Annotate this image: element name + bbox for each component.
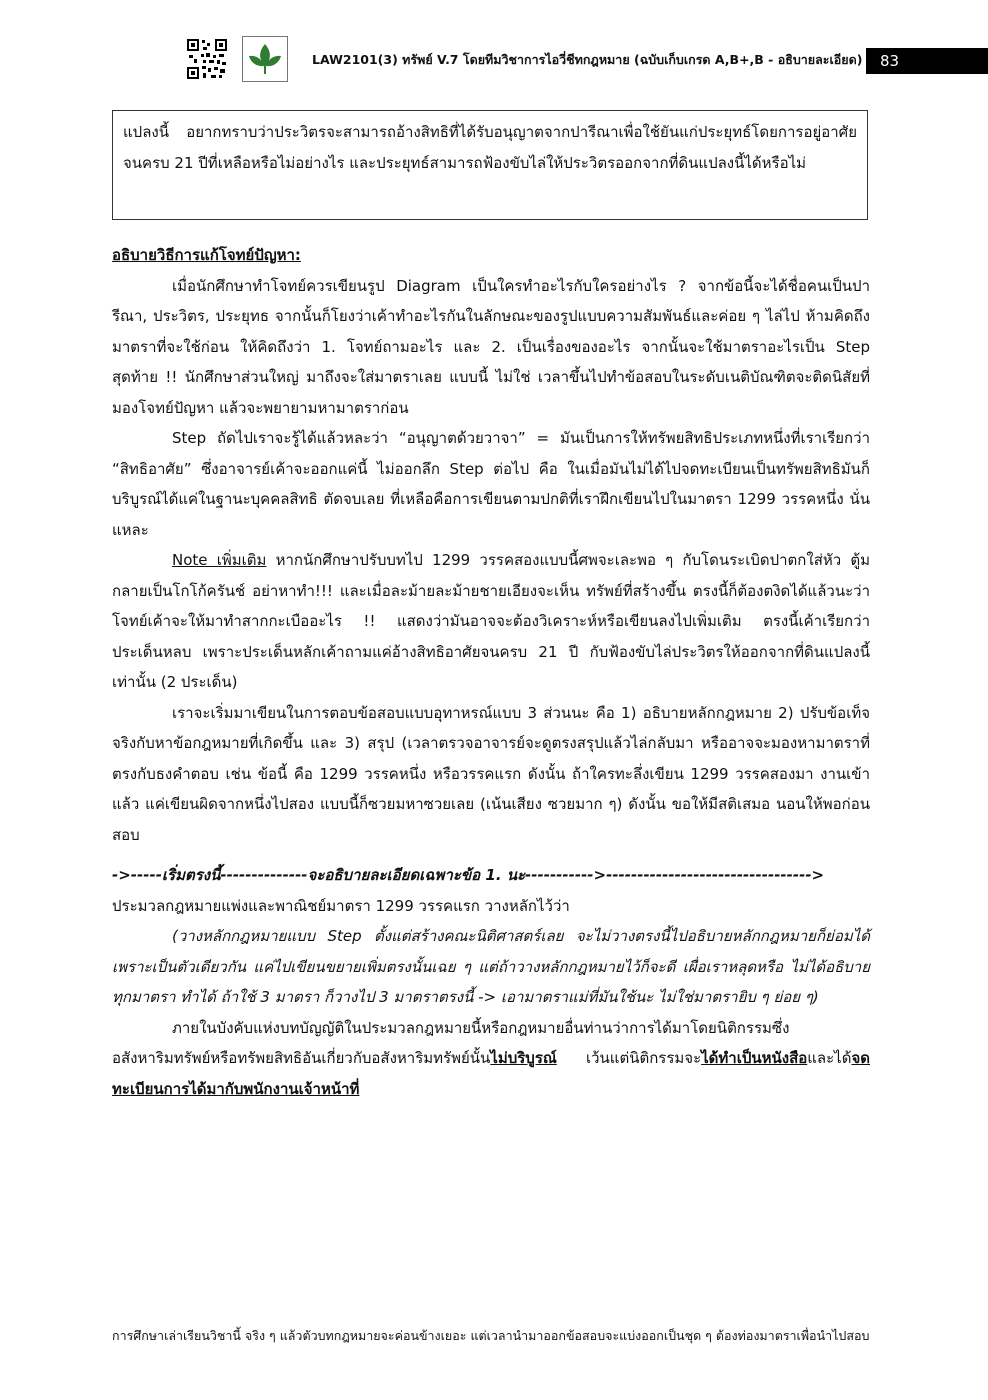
note-text: หากนักศึกษาปรับบทไป 1299 วรรคสองแบบนี้ศพจะเละพอ ๆ กับโดนระเบิดปาตกใส่หัว ตู้ม กลายเป็นโกโก้ครันช์ อย่าหาทำ!!! และเมื่อละม้ายละม้ายชายเอียงจะเห็น ทรัพย์ที่สร้างขึ้น ตรงนี้ก็ต้องตงิดได้แล้วนะว่าโจทย์เค้าจะให้มาทำสากกะเบืออะไร !! แสดงว่ามันอาจจะต้องวิเคราะห์หรือเขียนลงไปเพิ่มเติม ตรงนี้เค้าเรียกว่าประเด็นหลบ เพราะประเด็นหลักเค้าถามแค่อ้างสิทธิอาศัยจนครบ 21 ปี กับฟ้องขับไล่ประวิตรให้ออกจากที่ดินแปลงนี้เท่านั้น (2 ประเด็น) xyxy=(112,551,871,691)
page-footer: การศึกษาเล่าเรียนวิชานี้ จริง ๆ แล้วตัวบทกฎหมายจะค่อนข้างเยอะ แต่เวลานำมาออกข้อสอบจะแบ่งออกเป็นชุด ๆ ต้องท่องมาตราเพื่อนำไปสอบ xyxy=(112,1328,870,1343)
note-label: Note เพิ่มเติม xyxy=(172,551,267,569)
paragraph-2: Step ถัดไปเราจะรู้ได้แล้วหละว่า “อนุญาตด้วยวาจา” = มันเป็นการให้ทรัพยสิทธิประเภทหนึ่งที่เราเรียกว่า “สิทธิอาศัย” ซึ่งอาจารย์เค้าจะออกแค่นี้ ไม่ออกลึก Step ต่อไป คือ ในเมื่อมันไม่ได้ไปจดทะเบียนเป็นทรัพยสิทธิมันก็บริบูรณ์ได้แค่ในฐานะบุคคลสิทธิ ตัดจบเลย ที่เหลือคือการเขียนตามปกติที่เราฝึกเขียนไปในมาตรา 1299 วรรคหนึ่ง นั่นแหละ xyxy=(112,429,870,539)
paragraph-5: ประมวลกฎหมายแพ่งและพาณิชย์มาตรา 1299 วรรคแรก วางหลักไว้ว่า xyxy=(112,896,570,915)
section-heading: อธิบายวิธีการแก้โจทย์ปัญหา: xyxy=(112,246,301,264)
law-text-a: ภายในบังคับแห่งบทบัญญัติในประมวลกฎหมายนี้หรือกฎหมายอื่นท่านว่าการได้มาโดยนิติกรรมซึ่งอสังหาริมทรัพย์หรือทรัพยสิทธิอันเกี่ยวกับอสังหาริมทรัพย์นั้น xyxy=(112,1018,790,1067)
section-divider: ->-----เริ่มตรงนี้--------------จะอธิบายละเอียดเฉพาะข้อ 1. นะ----------->---------------------------------> xyxy=(112,866,825,884)
qr-code-icon xyxy=(186,38,228,80)
question-box: แปลงนี้ อยากทราบว่าประวิตรจะสามารถอ้างสิทธิที่ได้รับอนุญาตจากปารีณาเพื่อใช้ยันแก่ประยุทธ์โดยการอยู่อาศัยจนครบ 21 ปีที่เหลือหรือไม่อย่างไร และประยุทธ์สามารถฟ้องขับไล่ให้ประวิตรออกจากที่ดินแปลงนี้ได้หรือไม่ xyxy=(112,110,868,220)
law-text-c: เว้นแต่นิติกรรมจะ xyxy=(556,1049,702,1067)
page-header xyxy=(0,30,988,90)
law-text-b: ไม่บริบูรณ์ xyxy=(490,1049,557,1067)
paragraph-1: เมื่อนักศึกษาทำโจทย์ควรเขียนรูป Diagram เป็นใครทำอะไรกับใครอย่างไร ? จากข้อนี้จะได้ชื่อคนเป็นปารีณา, ประวิตร, ประยุทธ จากนั้นก็โยงว่าเค้าทำอะไรกันในลักษณะของรูปแบบความสัมพันธ์และค่อย ๆ ไล่ไป ห้ามคิดถึงมาตราที่จะใช้ก่อน ให้คิดถึงว่า 1. โจทย์ถามอะไร และ 2. เป็นเรื่องของอะไร จากนั้นจะใช้มาตราอะไรเป็น Step สุดท้าย !! นักศึกษาส่วนใหญ่ มาถึงจะใส่มาตราเลย แบบนี้ ไม่ใช่ เวลาขึ้นไปทำข้อสอบในระดับเนติบัณฑิตจะติดนิสัยที่มองโจทย์ปัญหา แล้วจะพยายามหามาตราก่อน xyxy=(112,276,870,417)
paragraph-3 xyxy=(112,545,870,698)
paragraph-6: (วางหลักกฎหมายแบบ Step ตั้งแต่สร้างคณะนิติศาสตร์เลย จะไม่วางตรงนี้ไปอธิบายหลักกฎหมายก็ย่อมได้ เพราะเป็นตัวเดียวกัน แค่ไปเขียนขยายเพิ่มตรงนั้นเฉย ๆ แต่ถ้าวางหลักกฎหมายไว้ก็จะดี เผื่อเราหลุดหรือ ไม่ได้อธิบายทุกมาตรา ทำได้ ถ้าใช้ 3 มาตรา ก็วางไป 3 มาตราตรงนี้ -> เอามาตราแม่ที่มันใช้นะ ไม่ใช่มาตรายิบ ๆ ย่อย ๆ) xyxy=(112,927,870,1006)
header-title: LAW2101(3) ทรัพย์ V.7 โดยทีมวิชาการไอวี่ชีทกฎหมาย (ฉบับเก็บเกรด A,B+,B - อธิบายละเอียด) xyxy=(312,52,863,67)
law-text-e: และได้ xyxy=(807,1049,852,1067)
page-number-badge: 83 xyxy=(866,48,988,74)
content-body xyxy=(112,240,870,1104)
paragraph-7 xyxy=(112,1013,870,1105)
paragraph-4: เราจะเริ่มมาเขียนในการตอบข้อสอบแบบอุทาหรณ์แบบ 3 ส่วนนะ คือ 1) อธิบายหลักกฎหมาย 2) ปรับข้อเท็จจริงกับหาข้อกฎหมายที่เกิดขึ้น และ 3) สรุป (เวลาตรวจอาจารย์จะดูตรงสรุปแล้วไล่กลับมา หรืออาจจะมองหามาตราที่ตรงกับธงคำตอบ เช่น ข้อนี้ คือ 1299 วรรคหนึ่ง หรือวรรคแรก ดังนั้น ถ้าใครทะลึ่งเขียน 1299 วรรคสองมา งานเข้าแล้ว แค่เขียนผิดจากหนึ่งไปสอง แบบนี้ก็ซวยมหาซวยเลย (เน้นเสียง ซวยมาก ๆ) ดังนั้น ขอให้มีสติเสมอ นอนให้พอก่อนสอบ xyxy=(112,703,870,844)
law-text-f: จดทะเบียนการได้มากับพนักงานเจ้าหน้าที่ xyxy=(112,1049,870,1098)
ivy-leaf-logo-icon xyxy=(242,36,288,82)
law-text-d: ได้ทำเป็นหนังสือ xyxy=(701,1049,808,1067)
